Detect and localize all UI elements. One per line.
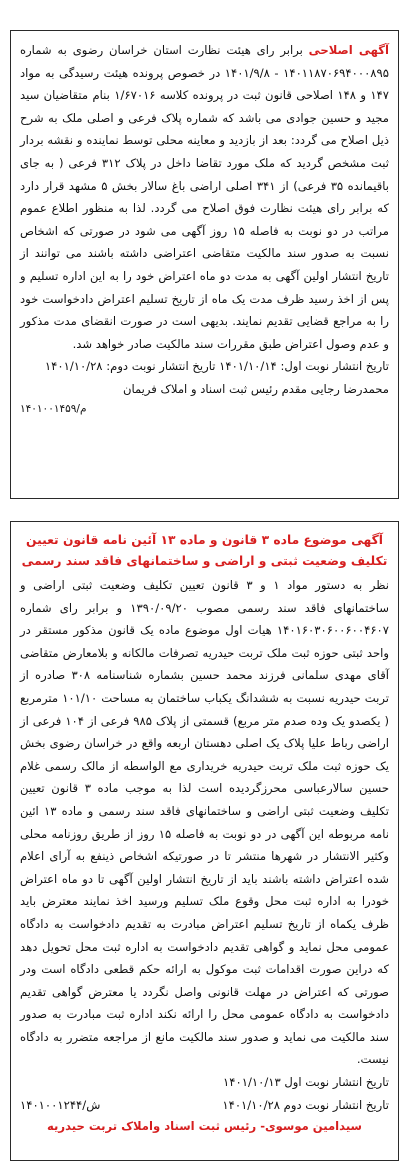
correction-notice-signer: محمدرضا رجایی مقدم رئیس ثبت اسناد و املاک فریمان [122, 381, 389, 396]
correction-notice-body: برابر رای هیئت نظارت استان خراسان رضوی به شماره ۱۴۰۱۱۸۷۰۶۹۴۰۰۰۸۹۵ - ۱۴۰۱/۹/۸ در خصوص پرونده هیئت رسیدگی به مواد ۱۴۷ و ۱۴۸ اصلاحی قانون ثبت در پرونده کلاسه ۱/۶۷۰۱۶ بنام متقاضیان سید مجید و حسین جوادی می باشد که شماره پلاک فرعی و اصلی ملک به شرح ذیل اصلاح می گردد: بعد از بازدید و معاینه محلی توسط نماینده و نقشه بردار ثبت مشخص گردید که ملک مورد تقاضا داخل در پلاک ۳۱۲ فرعی ( به جای باقیمانده ۳۵ فرعی) از ۳۴۱ اصلی اراضی باغ سالار بخش ۵ مشهد قرار دارد که برابر رای هیئت نظارت فوق اصلاح می گردد. لذا به منظور اطلاع عموم مراتب در دو نوبت به فاصله ۱۵ روز آگهی می شود در صورتی که اشخاص نسبت به صدور سند مالکیت متقاضی اعتراضی داشته باشند می توانند از تاریخ انتشار اولین آگهی به مدت دو ماه اعتراض خود را به این اداره تسلیم و پس از اخذ رسید ظرف مدت یک ماه از تاریخ تسلیم اعتراض دادخواست خود را به مراجع قضایی تقدیم نمایند. بدیهی است در صورت انقضای مدت مذکور و عدم وصول اعتراض طبق مقررات سند مالکیت صادر خواهد شد. [20, 43, 390, 351]
correction-notice-dates: تاریخ انتشار نوبت اول: ۱۴۰۱/۱۰/۱۴ تاریخ انتشار نوبت دوم: ۱۴۰۱/۱۰/۲۸ [44, 359, 389, 374]
correction-notice-code: م/۱۴۰۱۰۰۱۴۵۹ [20, 402, 87, 415]
land-title-notice [10, 521, 399, 1161]
land-title-notice-body: نظر به دستور مواد ۱ و ۳ قانون تعیین تکلیف وضعیت ثبتی اراضی و ساختمانهای فاقد سند رسمی مصوب ۱۳۹۰/۰۹/۲۰ و برابر رای شماره ۱۴۰۱۶۰۳۰۶۰۰۶۰۰۴۶۰۷ هیات اول موضوع ماده یک قانون مذکور مستقر در واحد ثبتی حوزه ثبت ملک تربت حیدریه تصرفات مالکانه و بلامعارض متقاضی آقای مهدی سلمانی فرزند محمد حسین بشماره شناسنامه ۳۰۸ صادره از تربت حیدریه نسبت به ششدانگ یکباب ساختمان به مساحت ۱۰۱/۱۰ مترمربع ( یکصدو یک وده صدم متر مربع) قسمتی از پلاک ۹۸۵ فرعی از ۱۰۴ فرعی از اراضی رباط علیا پلاک یک اصلی دهستان اربعه واقع در خراسان رضوی بخش یک حوزه ثبت ملک تربت حیدریه خریداری مع الواسطه از مالک رسمی غلام حسین سالارعباسی محرزگردیده است لذا به موجب ماده ۳ قانون تعیین تکلیف وضعیت ثبتی اراضی و ساختمانهای فاقد سند رسمی و ماده ۱۳ ائین نامه مربوطه این آگهی در دو نوبت به فاصله ۱۵ روز از طریق روزنامه محلی وکثیر الانتشار در شهرها منتشر تا در صورتیکه اشخاص ذینفع به آرای اعلام شده اعتراض داشته باشند باید از تاریخ انتشار اولین آگهی تا دو ماه اعتراض خودرا به اداره ثبت محل وقوع ملک تسلیم ورسید اخذ نمایند معترض باید ظرف یکماه از تاریخ تسلیم اعتراض مبادرت به تقدیم دادخواست به دادگاه عمومی محل نماید و گواهی تقدیم دادخواست به اداره ثبت محل تحویل دهد که دراین صورت اقدامات ثبت موکول به ارائه حکم قطعی دادگاه است ودر صورتی که اعتراض در مهلت قانونی واصل نگردد یا معترض گواهی تقدیم دادخواست به دادگاه عمومی محل را ارائه نکند اداره ثبت مبادرت به صدور سند مالکیت می نماید و صدور سند مالکیت مانع از مراجعه متضرر به دادگاه نیست. [20, 578, 390, 1067]
correction-notice-text [20, 39, 389, 355]
correction-notice-heading: آگهی اصلاحی [308, 43, 389, 57]
land-title-notice-code: ۱۴۰۱۰۰۱۲۴۴/ش [20, 1097, 101, 1112]
land-title-notice-signer: سیدامین موسوی- رئیس ثبت اسناد واملاک تربت حیدریه [47, 1119, 362, 1134]
land-title-notice-title: آگهی موضوع ماده ۳ قانون و ماده ۱۳ آئین نامه قانون تعیین تکلیف وضعیت ثبتی و اراضی و ساختمانهای فاقد سند رسمی [21, 533, 388, 568]
land-title-notice-date1: تاریخ انتشار نوبت اول ۱۴۰۱/۱۰/۱۳ [223, 1075, 389, 1090]
correction-notice [10, 30, 399, 499]
land-title-notice-date2: تاریخ انتشار نوبت دوم ۱۴۰۱/۱۰/۲۸ [222, 1097, 389, 1112]
